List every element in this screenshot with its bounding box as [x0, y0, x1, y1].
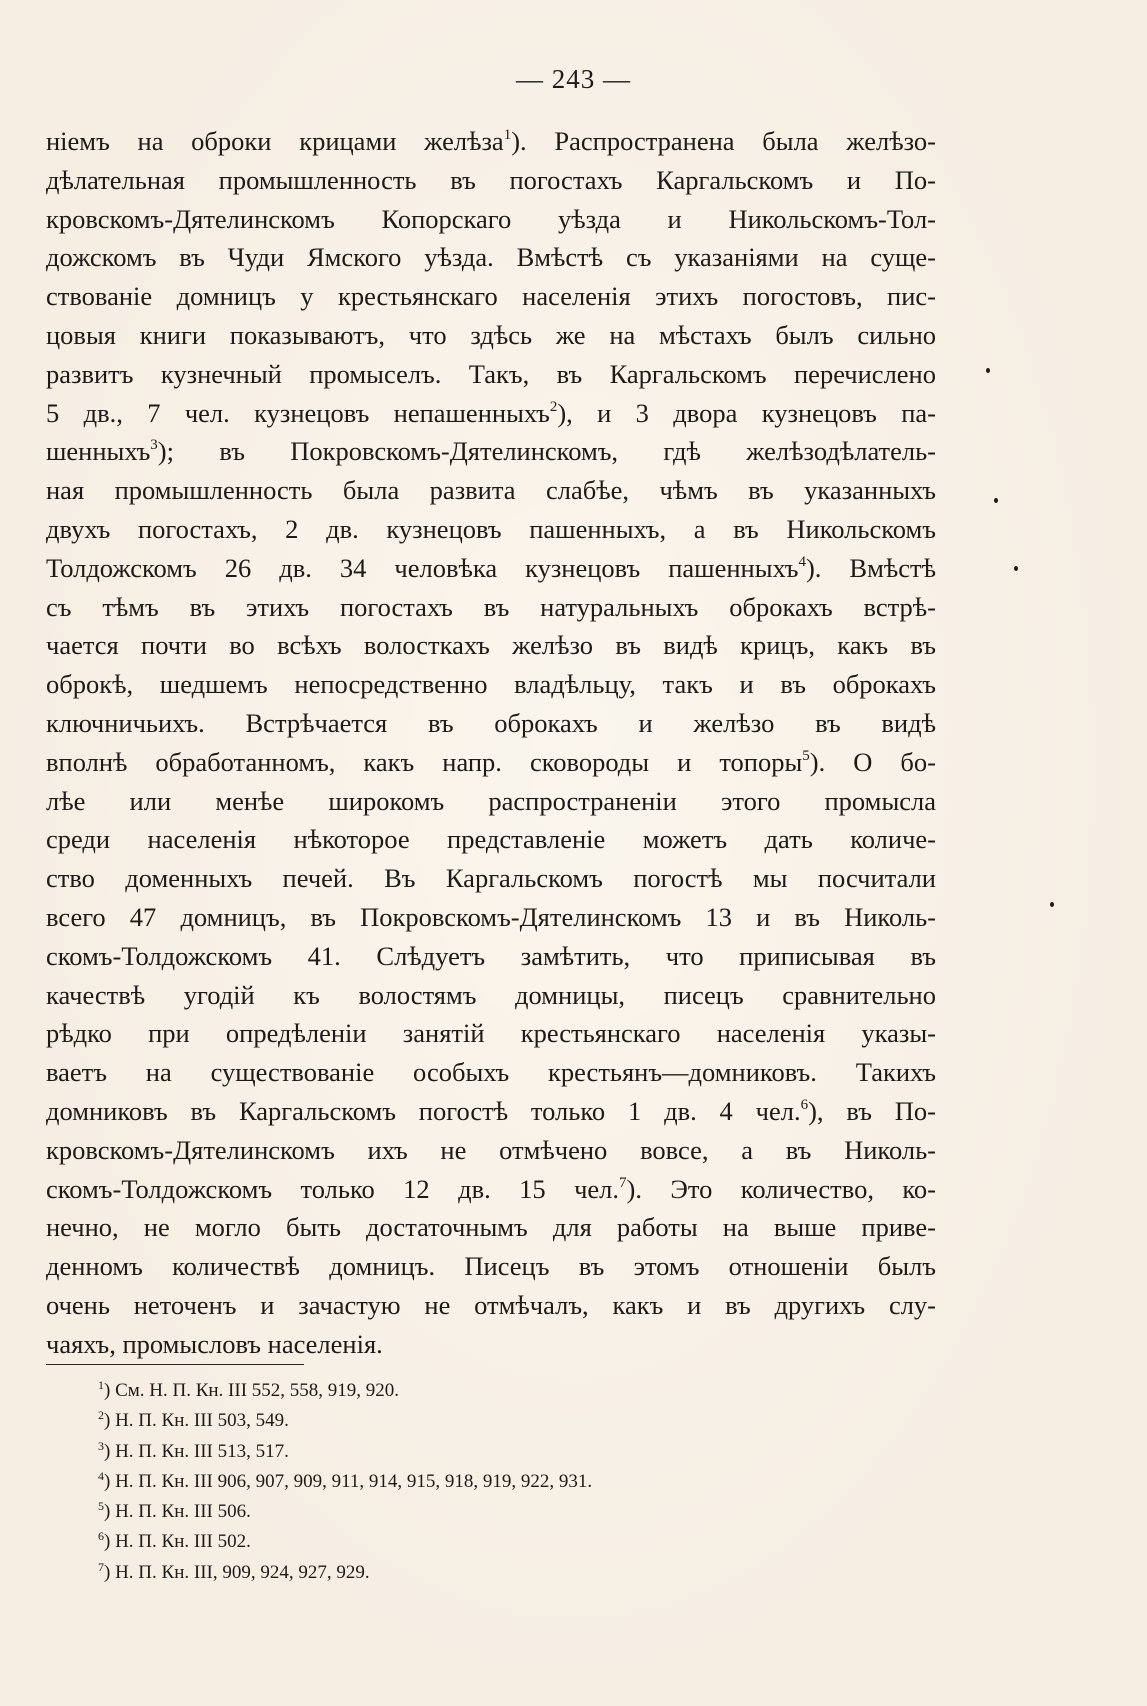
line-text: очень неточенъ и зачастую не отмѣчалъ, какъ и въ другихъ слу- [46, 1289, 936, 1320]
text-line [46, 355, 936, 394]
line-text: ство доменныхъ печей. Въ Каргальскомъ погостѣ мы посчитали [46, 863, 936, 894]
text-line [46, 1286, 936, 1325]
line-text: кровскомъ-Дятелинскомъ ихъ не отмѣчено вовсе, а въ Николь- [46, 1134, 936, 1165]
footnote-number: 6 [98, 1529, 104, 1544]
print-speck [994, 498, 998, 503]
line-text: качествѣ угодій къ волостямъ домницы, писецъ сравнительно [46, 979, 936, 1010]
footnote-number: 1 [98, 1378, 104, 1392]
text-line [46, 976, 936, 1015]
text-line [46, 316, 936, 355]
text-line [46, 161, 936, 200]
line-text: всего 47 домницъ, въ Покровскомъ-Дятелинскомъ 13 и въ Николь- [46, 901, 936, 932]
text-line [46, 1170, 936, 1209]
line-text-continued: ), и 3 двора кузнецовъ па- [557, 397, 936, 428]
text-line [46, 471, 936, 510]
footnote-text: ) См. Н. П. Кн. III 552, 558, 919, 920. [104, 1380, 400, 1401]
text-line [46, 1092, 936, 1131]
line-text: чаяхъ, промысловъ населенія. [46, 1328, 383, 1359]
footnote [98, 1406, 898, 1436]
line-text: оброкѣ, шедшемъ непосредственно владѣльцу, такъ и въ оброкахъ [46, 669, 936, 700]
text-line [46, 743, 936, 782]
text-line [46, 1247, 936, 1286]
body-text [46, 122, 936, 1364]
footnote-reference: 2 [549, 398, 558, 415]
print-speck [986, 368, 990, 373]
line-text: лѣе или менѣе широкомъ распространеніи этого промысла [46, 785, 936, 816]
text-line [46, 704, 936, 743]
footnote-text: ) Н. П. Кн. III 506. [104, 1501, 251, 1523]
footnote-reference: 4 [798, 553, 806, 570]
text-line [46, 588, 936, 627]
text-line [46, 1208, 936, 1247]
line-text-continued: ). Это количество, ко- [626, 1173, 936, 1204]
footnote-reference: 5 [802, 747, 810, 764]
footnote [98, 1437, 898, 1467]
text-line [46, 1131, 936, 1170]
footnotes [98, 1376, 898, 1588]
line-text: дѣлательная промышленность въ погостахъ Каргальскомъ и По- [46, 164, 936, 195]
line-text-continued: ). О бо- [809, 746, 936, 777]
print-speck [1014, 566, 1018, 571]
footnote-text: ) Н. П. Кн. III, 909, 924, 927, 929. [104, 1561, 370, 1583]
footnote [98, 1527, 898, 1557]
line-text-continued: ), въ По- [808, 1095, 936, 1126]
line-text: скомъ-Толдожскомъ только 12 дв. 15 чел. [46, 1173, 620, 1204]
text-line [46, 510, 936, 549]
line-text: рѣдко при опредѣленіи занятій крестьянскаго населенія указы- [46, 1018, 936, 1049]
footnote-reference: 3 [150, 437, 158, 454]
print-speck [1050, 902, 1054, 907]
line-text: двухъ погостахъ, 2 дв. кузнецовъ пашенныхъ, а въ Никольскомъ [46, 513, 936, 544]
line-text: вполнѣ обработанномъ, какъ напр. сковороды и топоры [46, 746, 803, 777]
footnote-text: ) Н. П. Кн. III 502. [104, 1531, 251, 1553]
line-text: съ тѣмъ въ этихъ погостахъ въ натуральныхъ оброкахъ встрѣ- [46, 591, 936, 622]
line-text: денномъ количествѣ домницъ. Писецъ въ этомъ отношеніи былъ [46, 1251, 936, 1282]
line-text: ваетъ на существованіе особыхъ крестьянъ—домниковъ. Такихъ [46, 1057, 936, 1088]
text-line [46, 200, 936, 239]
footnote [98, 1497, 898, 1527]
footnote [98, 1376, 898, 1406]
text-line [46, 859, 936, 898]
footnote-number: 7 [98, 1559, 104, 1574]
line-text: Толдожскомъ 26 дв. 34 человѣка кузнецовъ пашенныхъ [46, 552, 799, 583]
text-line [46, 394, 936, 433]
footnote-text: ) Н. П. Кн. III 906, 907, 909, 911, 914, 915, 918, 919, 922, 931. [104, 1470, 593, 1492]
text-line [46, 937, 936, 976]
text-line [46, 820, 936, 859]
text-line [46, 277, 936, 316]
footnote-number: 3 [98, 1438, 104, 1453]
footnote [98, 1558, 898, 1588]
line-text-continued: ). Распространена была желѣзо- [511, 126, 937, 156]
text-line [46, 898, 936, 937]
line-text: 5 дв., 7 чел. кузнецовъ непашенныхъ [46, 397, 550, 428]
line-text: среди населенія нѣкоторое представленіе можетъ дать количе- [46, 824, 936, 855]
footnote-reference: 7 [619, 1174, 627, 1191]
line-text: домниковъ въ Каргальскомъ погостѣ только 1 дв. 4 чел. [46, 1095, 801, 1126]
text-line [46, 1053, 936, 1092]
text-line [46, 549, 936, 588]
line-text: ключничьихъ. Встрѣчается въ оброкахъ и желѣзо въ видѣ [46, 707, 936, 738]
text-line [46, 626, 936, 665]
text-line [46, 238, 936, 277]
footnote-reference: 1 [503, 127, 512, 143]
footnote-text: ) Н. П. Кн. III 513, 517. [104, 1440, 289, 1462]
line-text: цовыя книги показываютъ, что здѣсь же на мѣстахъ былъ сильно [46, 319, 936, 350]
line-text-continued: ); въ Покровскомъ-Дятелинскомъ, гдѣ желѣзодѣлатель- [157, 436, 936, 467]
line-text: дожскомъ въ Чуди Ямского уѣзда. Вмѣстѣ съ указаніями на суще- [46, 242, 936, 273]
line-text: ствованіе домницъ у крестьянскаго населенія этихъ погостовъ, пис- [46, 281, 936, 312]
footnote-number: 2 [98, 1408, 104, 1423]
footnote [98, 1467, 898, 1497]
text-line [46, 432, 936, 471]
text-line [46, 1014, 936, 1053]
line-text: ная промышленность была развита слабѣе, чѣмъ въ указанныхъ [46, 475, 936, 506]
line-text: скомъ-Толдожскомъ 41. Слѣдуетъ замѣтить, что приписывая въ [46, 940, 936, 971]
page-number: — 243 — [516, 64, 631, 94]
footnote-separator [46, 1364, 304, 1365]
line-text: развитъ кузнечный промыселъ. Такъ, въ Каргальскомъ перечислено [46, 358, 936, 389]
line-text: ніемъ на оброки крицами желѣза [46, 126, 504, 156]
text-line [46, 1325, 936, 1364]
footnote-reference: 6 [800, 1096, 809, 1113]
footnote-number: 4 [98, 1468, 104, 1483]
line-text: шенныхъ [46, 436, 151, 467]
text-line [46, 665, 936, 704]
line-text-continued: ). Вмѣстѣ [805, 552, 936, 583]
footnote-text: ) Н. П. Кн. III 503, 549. [104, 1410, 289, 1432]
line-text: чается почти во всѣхъ волосткахъ желѣзо въ видѣ крицъ, какъ въ [46, 630, 936, 661]
line-text: нечно, не могло быть достаточнымъ для работы на выше приве- [46, 1212, 936, 1243]
text-line [46, 782, 936, 821]
line-text: кровскомъ-Дятелинскомъ Копорскаго уѣзда и Никольскомъ-Тол- [46, 203, 936, 234]
footnote-number: 5 [98, 1499, 104, 1514]
text-line [46, 122, 936, 161]
